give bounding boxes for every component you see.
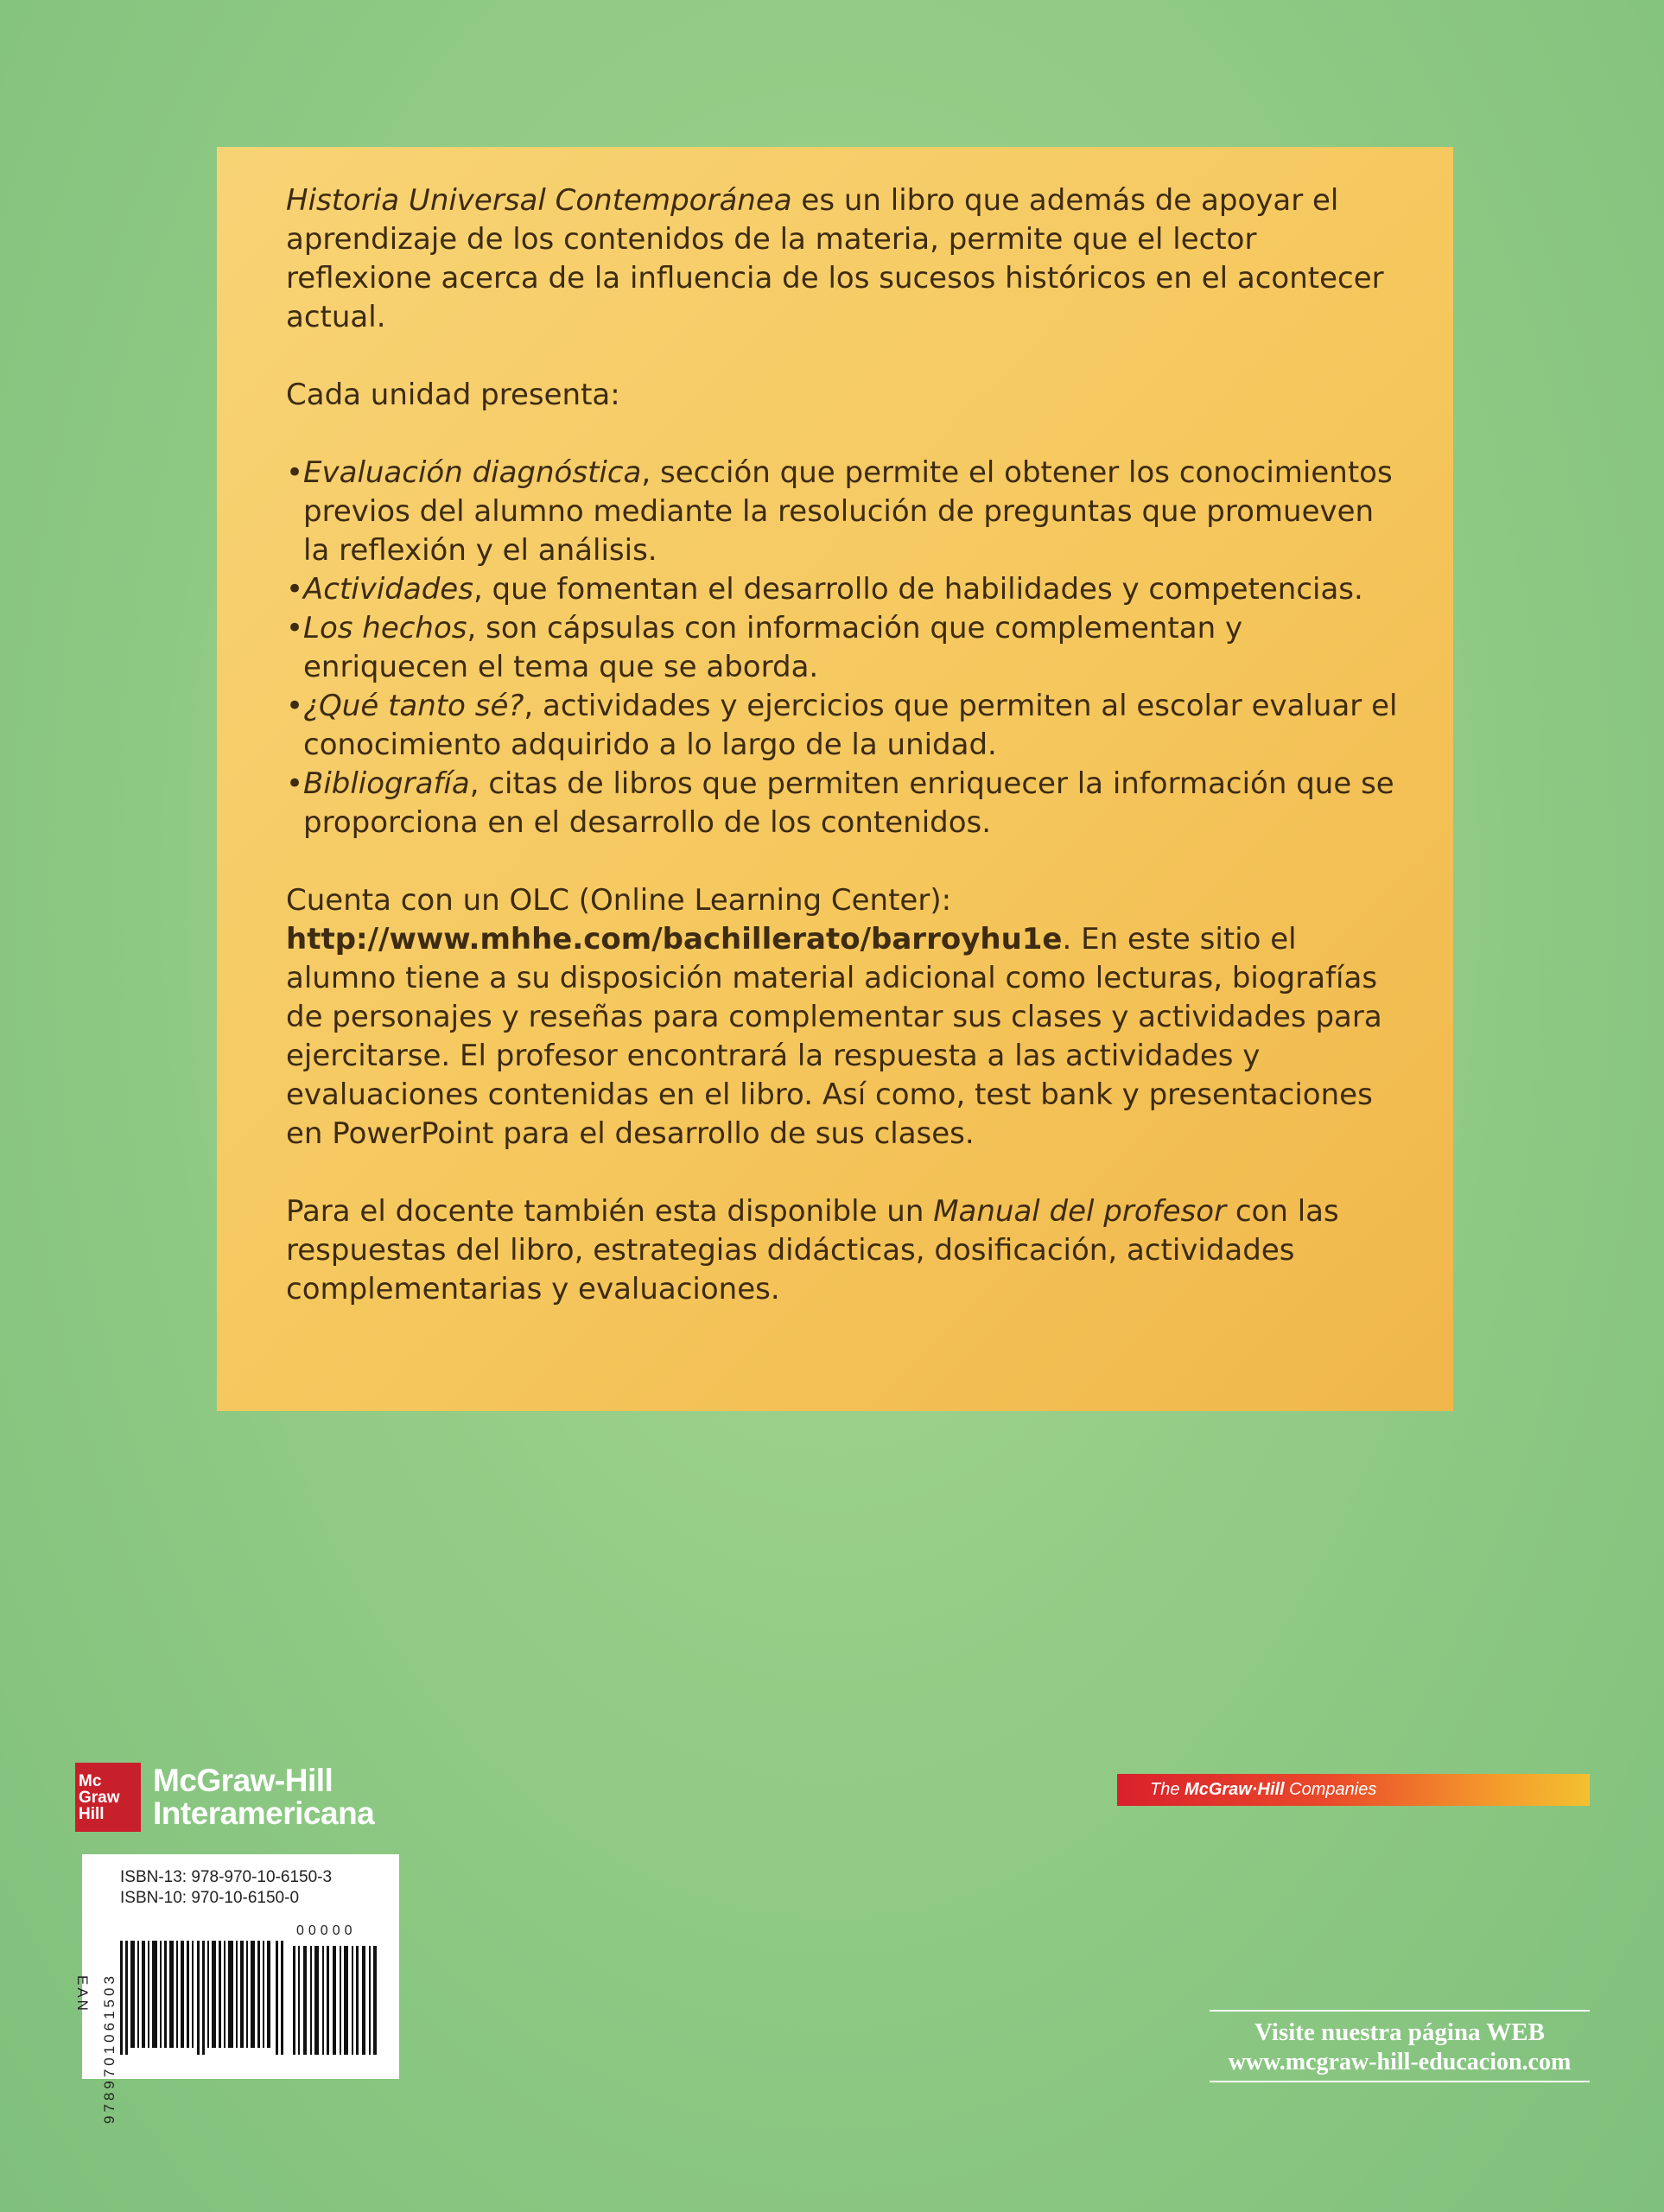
isbn-13: ISBN-13: 978-970-10-6150-3 [120,1868,333,1886]
unit-intro: Cada unidad presenta: [286,378,620,412]
addon-barcode [293,1941,379,2055]
intro-paragraph: Historia Universal Contemporánea es un libro que además de apoyar el aprendizaje de los contenidos de la materia, permite que el lector reflexione acerca de la influencia de los sucesos históricos en el acontecer actual. [286,183,1384,334]
list-item: • Los hechos, son cápsulas con información que complementan y enriquecen el tema que se aborda. [286,609,1401,687]
book-title: Historia Universal Contemporánea [286,183,792,218]
addon-number: 00000 [296,1923,357,1938]
ean-barcode [120,1941,284,2055]
publisher-logo [75,1763,374,1832]
publisher-name: McGraw-Hill Interamericana [153,1763,375,1831]
back-cover-description [217,147,1453,1411]
list-item: • Bibliografía, citas de libros que permiten enriquecer la información que se proporciona en el desarrollo de los contenidos. [286,765,1401,842]
isbn-10: ISBN-10: 970-10-6150-0 [120,1889,300,1907]
website-url: www.mcgraw-hill-educacion.com [1228,2049,1572,2075]
unit-features-list [286,454,1401,842]
list-item: • Evaluación diagnóstica, sección que permite el obtener los conocimientos previos del alumno mediante la resolución de preguntas que promueven la reflexión y el análisis. [286,454,1401,570]
docente-paragraph: Para el docente también esta disponible un Manual del profesor con las respuestas del libro, estrategias didácticas, dosificación, actividades complementarias y evaluaciones. [286,1194,1339,1306]
ean-label: EAN [74,1975,91,2013]
website-notice [1210,2010,1590,2082]
olc-paragraph: Cuenta con un OLC (Online Learning Center): http://www.mhhe.com/bachillerato/barroyhu1e. En este sitio el alumno tiene a su disposición material adicional como lecturas, biografías de personajes y reseñas para complementar sus clases y actividades para ejercitarse. El profesor encontrará la respuesta a las actividades y evaluaciones contenidas en el libro. Así como, test bank y presentaciones en PowerPoint para el desarrollo de sus clases. [286,883,1382,1151]
bottom-divider [1210,2081,1590,2082]
companies-banner: The McGraw·Hill Companies [1117,1774,1590,1806]
olc-url: http://www.mhhe.com/bachillerato/barroyhu1e [286,922,1063,957]
mcgraw-hill-mark: Mc Graw Hill [75,1763,141,1832]
barcode-label [74,1854,399,2124]
list-item: • Actividades, que fomentan el desarrollo de habilidades y competencias. [286,570,1401,609]
top-divider [1210,2010,1590,2012]
list-item: • ¿Qué tanto sé?, actividades y ejercicios que permiten al escolar evaluar el conocimiento adquirido a lo largo de la unidad. [286,687,1401,765]
website-label: Visite nuestra página WEB [1254,2018,1545,2046]
ean-number: 9789701061503 [101,1973,117,2124]
